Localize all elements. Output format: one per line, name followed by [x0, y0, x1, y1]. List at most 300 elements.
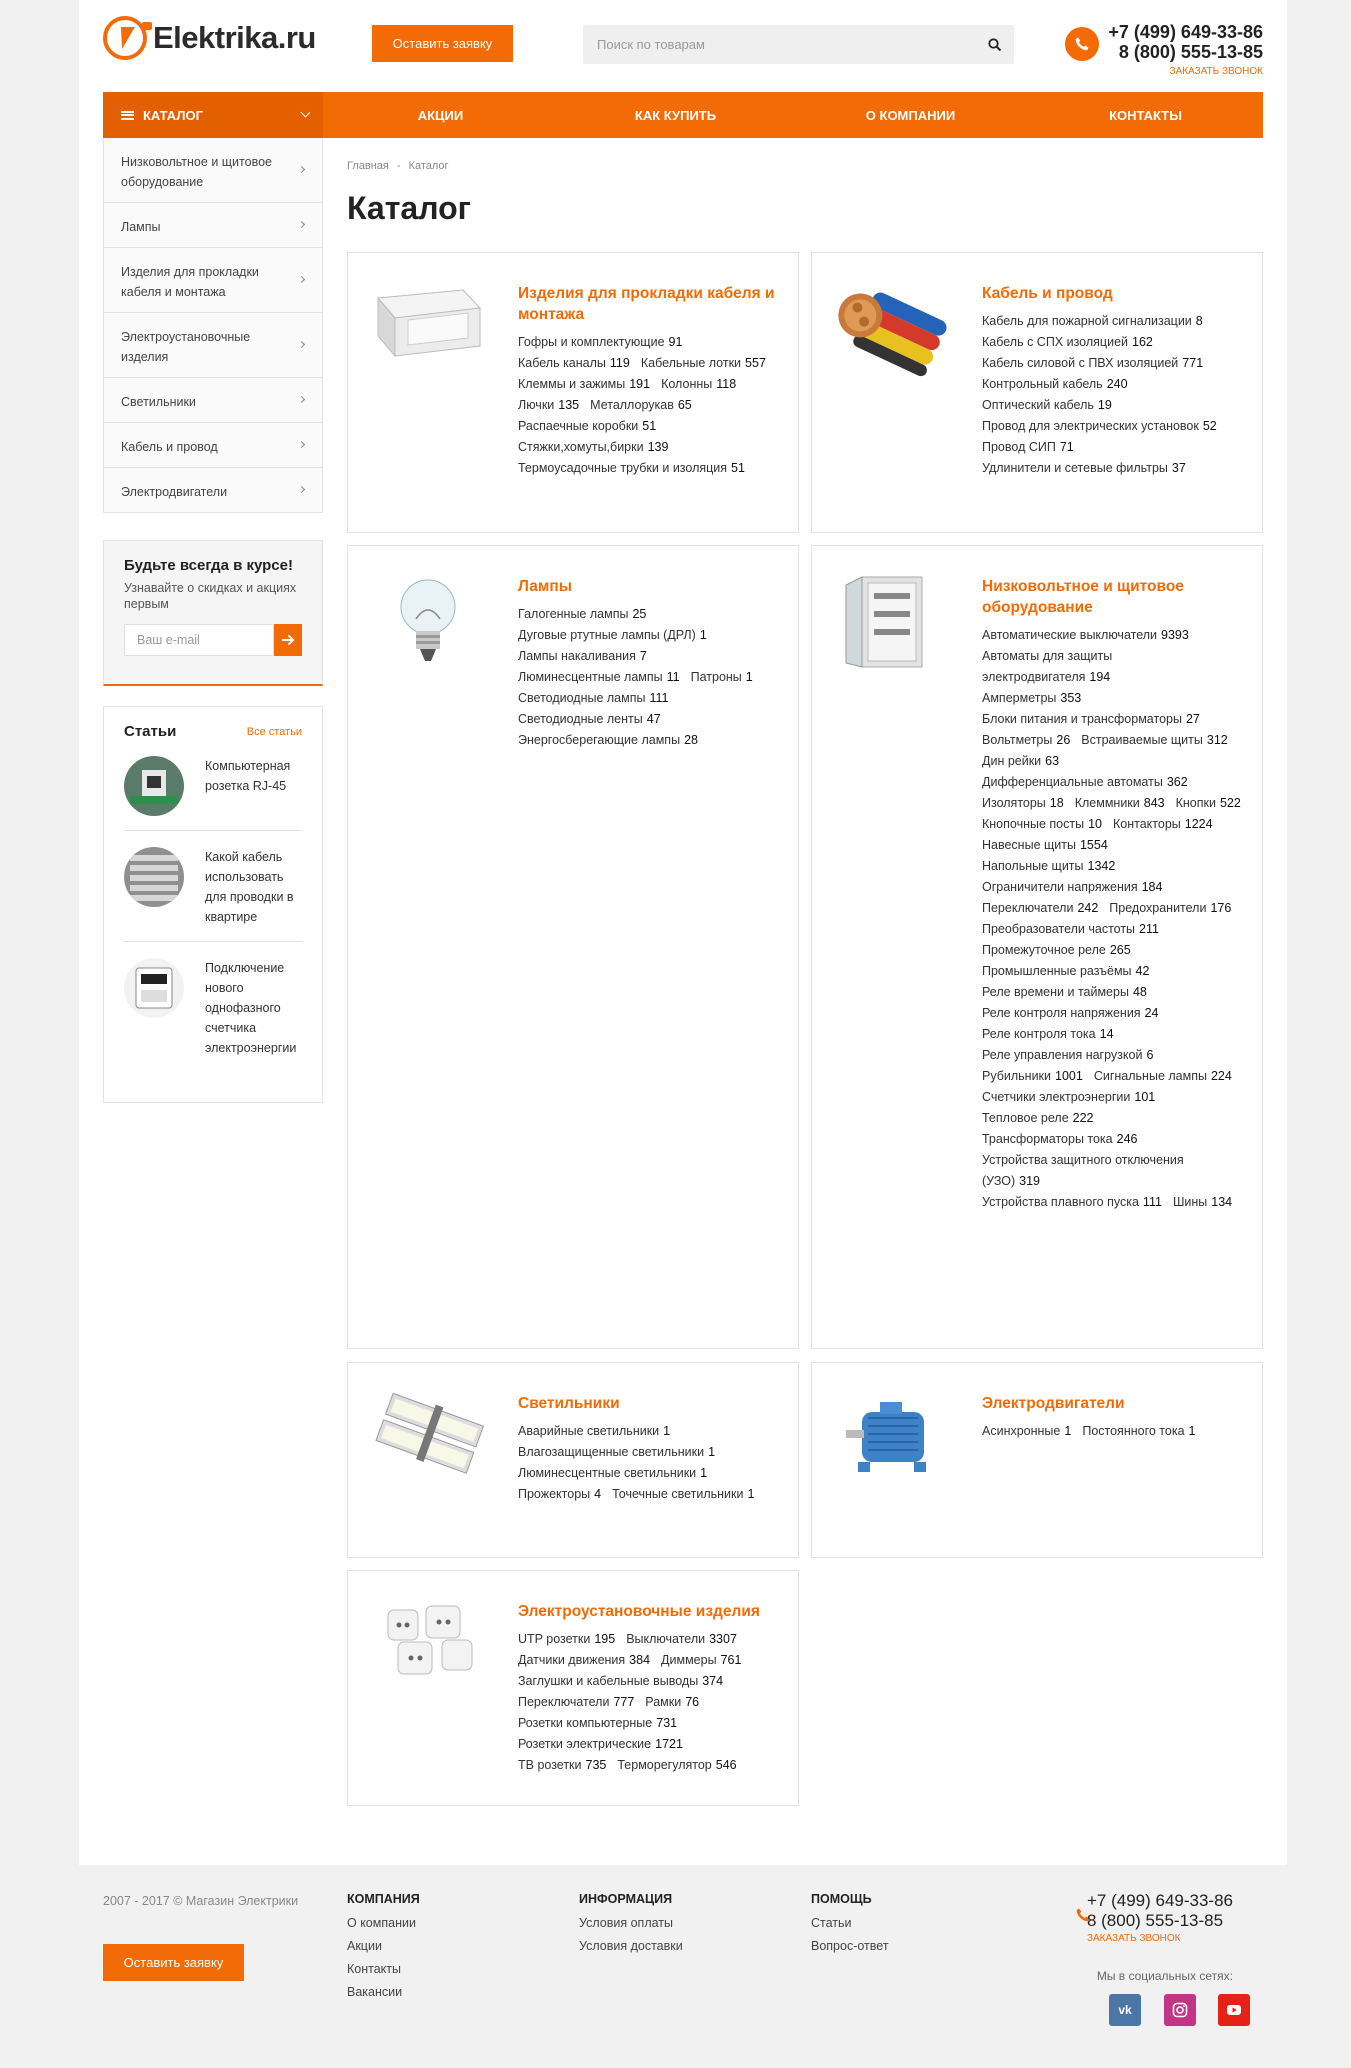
subcategory-name: Дуговые ртутные лампы (ДРЛ)	[518, 628, 696, 642]
category-title[interactable]: Кабель и провод	[982, 285, 1113, 302]
phone-number-1[interactable]: +7 (499) 649-33-86	[1108, 22, 1263, 42]
subcategory-count: 26	[1056, 733, 1071, 747]
subcategory-count: 761	[720, 1653, 742, 1667]
subcategory-name: Гофры и комплектующие	[518, 335, 665, 349]
articles-header	[124, 723, 302, 740]
subcategory-count: 76	[685, 1695, 700, 1709]
subcategory-name: Реле времени и таймеры	[982, 985, 1129, 999]
subcategory-count: 52	[1202, 419, 1217, 433]
subcategory-link[interactable]	[982, 458, 1186, 479]
subcategory-link[interactable]	[518, 1421, 670, 1442]
electrical-cabinet-image	[832, 571, 952, 671]
subcategory-link[interactable]	[1113, 814, 1213, 835]
footer	[103, 1878, 1263, 2058]
subcategory-link[interactable]	[982, 625, 1189, 646]
subcategory-list	[518, 332, 788, 479]
electric-motor-image	[832, 1388, 952, 1488]
subcategory-count: 184	[1141, 880, 1163, 894]
subcategory-link[interactable]	[617, 1755, 736, 1776]
subcategory-name: Люминесцентные светильники	[518, 1466, 697, 1480]
subcategory-count: 101	[1134, 1090, 1156, 1104]
subcategory-link[interactable]	[982, 332, 1153, 353]
subcategory-count: 162	[1132, 335, 1153, 349]
callback-link[interactable]: ЗАКАЗАТЬ ЗВОНОК	[1169, 66, 1263, 77]
footer-link-vacancies[interactable]: Вакансии	[347, 1985, 403, 1999]
footer-column-title: ИНФОРМАЦИЯ	[579, 1892, 673, 1906]
footer-link-delivery[interactable]: Условия доставки	[579, 1939, 683, 1953]
footer-link-payment[interactable]: Условия оплаты	[579, 1916, 674, 1930]
subcategory-count: 51	[642, 419, 657, 433]
subcategory-link[interactable]	[982, 898, 1098, 919]
subcategory-name: Трансформаторы тока	[982, 1132, 1113, 1146]
subcategory-name: Тепловое реле	[982, 1111, 1069, 1125]
subcategory-count: 51	[731, 461, 745, 475]
footer-link-articles[interactable]: Статьи	[811, 1916, 852, 1930]
subcategory-name: Напольные щиты	[982, 859, 1084, 873]
instagram-icon[interactable]	[1164, 1994, 1196, 2026]
breadcrumb-current: Каталог	[408, 160, 449, 172]
social-label: Мы в социальных сетях:	[1096, 1969, 1233, 1983]
subcategory-name: Счетчики электроэнергии	[982, 1090, 1131, 1104]
footer-contacts	[1087, 1891, 1233, 1944]
subcategory-link[interactable]	[518, 1484, 601, 1505]
subcategory-link[interactable]	[982, 877, 1162, 898]
subcategory-link[interactable]	[982, 1003, 1158, 1024]
subcategory-count: 111	[1142, 1195, 1162, 1209]
subscribe-box	[103, 540, 323, 686]
lightning-logo-icon	[103, 16, 147, 60]
subcategory-count: 777	[613, 1695, 635, 1709]
subcategory-link[interactable]	[1176, 793, 1241, 814]
article-title: Какой кабель использовать для проводки в квартире	[205, 850, 294, 924]
subcategory-link[interactable]	[1094, 1066, 1232, 1087]
subcategory-list	[982, 625, 1252, 1213]
subcategory-name: Изоляторы	[982, 796, 1046, 810]
copyright: 2007 - 2017 © Магазин Электрики	[103, 1894, 299, 1908]
sidebar-item-label: Низковольтное и щитовое оборудование	[121, 155, 272, 189]
subcategory-name: Провод для электрических установок	[982, 419, 1199, 433]
footer-link-faq[interactable]: Вопрос-ответ	[811, 1939, 889, 1953]
subcategory-count: 771	[1182, 356, 1204, 370]
footer-column-title: КОМПАНИЯ	[347, 1892, 420, 1906]
subcategory-name: Дин рейки	[982, 754, 1042, 768]
all-articles-link[interactable]: Все статьи	[246, 725, 302, 738]
sidebar-item-lamps[interactable]	[104, 203, 322, 248]
subcategory-name: Реле контроля тока	[982, 1027, 1096, 1041]
subcategory-link[interactable]	[518, 667, 680, 688]
subcategory-count: 353	[1060, 691, 1082, 705]
subcategory-link[interactable]	[982, 982, 1147, 1003]
subcategory-link[interactable]	[982, 1421, 1071, 1442]
light-bulb-image	[368, 571, 488, 671]
page-inner	[103, 0, 1263, 1865]
subcategory-name: Датчики движения	[518, 1653, 626, 1667]
subcategory-link[interactable]	[982, 1192, 1162, 1213]
subcategory-name: Кабель для пожарной сигнализации	[982, 314, 1192, 328]
subcategory-link[interactable]	[1075, 793, 1165, 814]
request-button[interactable]: Оставить заявку	[372, 25, 513, 62]
subcategory-link[interactable]	[518, 1629, 615, 1650]
subcategory-name: Промышленные разъёмы	[982, 964, 1132, 978]
subcategory-link[interactable]	[518, 374, 650, 395]
catalog-menu-button[interactable]	[103, 92, 323, 138]
subcategory-link[interactable]	[982, 1108, 1094, 1129]
category-title[interactable]: Светильники	[518, 1395, 620, 1412]
subcategory-count: 224	[1210, 1069, 1232, 1083]
subcategory-name: Светодиодные лампы	[518, 691, 646, 705]
subcategory-link[interactable]	[518, 709, 661, 730]
subcategory-name: Оптический кабель	[982, 398, 1094, 412]
subcategory-name: Терморегулятор	[617, 1758, 712, 1772]
sidebar-item-label: Изделия для прокладки кабеля и монтажа	[121, 265, 259, 299]
articles-box	[103, 706, 323, 1103]
subcategory-count: 522	[1219, 796, 1241, 810]
subcategory-count: 312	[1206, 733, 1228, 747]
subcategory-name: Удлинители и сетевые фильтры	[982, 461, 1168, 475]
nav-item-promotions[interactable]: АКЦИИ	[417, 107, 464, 123]
subcategory-count: 19	[1097, 398, 1112, 412]
subcategory-count: 8	[1195, 314, 1203, 328]
chevron-right-icon	[298, 276, 305, 283]
subcategory-link[interactable]	[518, 646, 647, 667]
subcategory-name: Устройства защитного отключения (УЗО)	[982, 1153, 1184, 1188]
category-card-cable-wire	[811, 252, 1263, 533]
subcategory-link[interactable]	[1082, 1421, 1195, 1442]
subcategory-count: 1554	[1079, 838, 1108, 852]
subcategory-link[interactable]	[982, 437, 1074, 458]
header-contacts	[1108, 22, 1263, 77]
subcategory-link[interactable]	[982, 374, 1128, 395]
footer-column-info	[579, 1892, 683, 1958]
sidebar-catalog-menu	[103, 138, 323, 513]
chevron-right-icon	[298, 396, 305, 403]
subcategory-link[interactable]	[518, 458, 745, 479]
subcategory-count: 1	[745, 670, 753, 684]
category-title[interactable]: Лампы	[518, 578, 572, 595]
card-body	[982, 283, 1252, 479]
subcategory-name: Предохранители	[1109, 901, 1207, 915]
subcategory-link[interactable]	[518, 1650, 650, 1671]
subcategory-name: Вольтметры	[982, 733, 1053, 747]
subcategory-list	[518, 604, 788, 751]
sidebar-item-wiring-devices[interactable]	[104, 313, 322, 378]
subcategory-count: 176	[1210, 901, 1232, 915]
chevron-right-icon	[298, 221, 305, 228]
sidebar-item-low-voltage[interactable]	[104, 138, 322, 203]
subcategory-link[interactable]	[982, 1129, 1138, 1150]
card-body	[518, 283, 788, 479]
subcategory-count: 91	[668, 335, 683, 349]
subcategory-name: Колонны	[661, 377, 713, 391]
subcategory-name: Кабель каналы	[518, 356, 606, 370]
subcategory-name: Аварийные светильники	[518, 1424, 660, 1438]
subcategory-link[interactable]	[626, 1629, 737, 1650]
subcategory-link[interactable]	[982, 940, 1131, 961]
subcategory-link[interactable]	[641, 353, 766, 374]
nav-item-about[interactable]: О КОМПАНИИ	[865, 107, 956, 123]
subcategory-link[interactable]	[518, 1734, 683, 1755]
chevron-down-icon	[301, 108, 311, 118]
sidebar-item-motors[interactable]	[104, 468, 322, 512]
sidebar-item-cable-wire[interactable]	[104, 423, 322, 468]
subcategory-link[interactable]	[982, 353, 1203, 374]
subcategory-link[interactable]	[518, 437, 668, 458]
search-icon[interactable]	[976, 25, 1014, 64]
subcategory-name: Постоянного тока	[1082, 1424, 1185, 1438]
subscribe-submit-button[interactable]	[274, 624, 302, 656]
subcategory-link[interactable]	[982, 772, 1188, 793]
article-item[interactable]	[124, 831, 302, 942]
burger-icon	[121, 111, 134, 120]
subcategory-count: 139	[647, 440, 669, 454]
footer-phone-2[interactable]: 8 (800) 555-13-85	[1086, 1911, 1224, 1930]
subcategory-name: Заглушки и кабельные выводы	[518, 1674, 699, 1688]
subcategory-name: Контакторы	[1113, 817, 1181, 831]
subcategory-link[interactable]	[982, 835, 1108, 856]
subcategory-count: 319	[1019, 1174, 1040, 1188]
article-item[interactable]	[124, 740, 302, 831]
subcategory-count: 384	[629, 1653, 651, 1667]
subcategory-count: 1	[700, 1466, 708, 1480]
footer-link-about[interactable]: О компании	[347, 1916, 416, 1930]
subcategory-link[interactable]	[982, 961, 1149, 982]
subcategory-count: 1	[1064, 1424, 1072, 1438]
category-card-cable-laying	[347, 252, 799, 533]
subcategory-link[interactable]	[661, 1650, 741, 1671]
nav-item-contacts[interactable]: КОНТАКТЫ	[1109, 107, 1182, 123]
subcategory-name: Галогенные лампы	[518, 607, 629, 621]
subcategory-name: Контрольный кабель	[982, 377, 1103, 391]
chevron-right-icon	[298, 166, 305, 173]
subcategory-link[interactable]	[612, 1484, 754, 1505]
footer-link-contacts[interactable]: Контакты	[347, 1962, 401, 1976]
subcategory-link[interactable]	[982, 1045, 1153, 1066]
subcategory-list	[982, 311, 1252, 479]
subcategory-name: Промежуточное реле	[982, 943, 1106, 957]
youtube-icon[interactable]	[1218, 1994, 1250, 2026]
breadcrumb	[347, 160, 449, 172]
subcategory-count: 557	[745, 356, 766, 370]
subcategory-name: Точечные светильники	[612, 1487, 744, 1501]
subcategory-link[interactable]	[982, 730, 1070, 751]
subcategory-name: Клеммники	[1074, 796, 1140, 810]
subcategory-count: 24	[1144, 1006, 1159, 1020]
subcategory-link[interactable]	[518, 1442, 715, 1463]
subcategory-link[interactable]	[982, 1066, 1083, 1087]
catalog-label: КАТАЛОГ	[143, 107, 203, 123]
subscribe-form	[124, 624, 302, 656]
article-item[interactable]	[124, 942, 302, 1072]
cable-wire-image	[832, 278, 952, 378]
subcategory-name: Металлорукав	[590, 398, 674, 412]
footer-column-company	[347, 1892, 420, 2004]
subcategory-list	[518, 1421, 788, 1505]
subcategory-count: 546	[715, 1758, 737, 1772]
logo[interactable]	[103, 16, 316, 60]
subcategory-link[interactable]	[982, 646, 1241, 688]
subcategory-name: Патроны	[690, 670, 742, 684]
subscribe-title: Будьте всегда в курсе!	[124, 557, 293, 574]
subcategory-link[interactable]	[590, 395, 692, 416]
sidebar-item-label: Кабель и провод	[121, 440, 218, 454]
subcategory-name: Блоки питания и трансформаторы	[982, 712, 1182, 726]
category-title[interactable]: Изделия для прокладки кабеля и монтажа	[518, 285, 775, 323]
subcategory-name: Люминесцентные лампы	[518, 670, 663, 684]
subcategory-link[interactable]	[691, 667, 753, 688]
sidebar-item-label: Лампы	[121, 220, 161, 234]
subcategory-count: 18	[1049, 796, 1064, 810]
subcategory-link[interactable]	[982, 856, 1115, 877]
category-title[interactable]: Электродвигатели	[982, 1395, 1125, 1412]
category-title[interactable]: Низковольтное и щитовое оборудование	[982, 578, 1184, 616]
subcategory-count: 47	[646, 712, 661, 726]
subcategory-link[interactable]	[518, 416, 656, 437]
subcategory-name: Амперметры	[982, 691, 1057, 705]
subcategory-count: 25	[632, 607, 647, 621]
category-title[interactable]: Электроустановочные изделия	[518, 1603, 760, 1620]
sockets-image	[368, 1596, 488, 1696]
subcategory-link[interactable]	[661, 374, 736, 395]
subcategory-name: Энергосберегающие лампы	[518, 733, 681, 747]
subcategory-link[interactable]	[518, 1671, 723, 1692]
subcategory-name: Переключатели	[518, 1695, 610, 1709]
subcategory-link[interactable]	[518, 1692, 634, 1713]
subcategory-count: 10	[1088, 817, 1102, 831]
vk-icon[interactable]: vk	[1109, 1994, 1141, 2026]
subcategory-link[interactable]	[518, 353, 630, 374]
subcategory-link[interactable]	[518, 395, 579, 416]
category-card-lamps	[347, 545, 799, 1349]
subcategory-link[interactable]	[982, 1087, 1155, 1108]
subcategory-link[interactable]	[518, 604, 646, 625]
search-bar	[583, 25, 1014, 64]
subcategory-count: 7	[639, 649, 647, 663]
category-card-motors	[811, 1362, 1263, 1558]
sidebar-item-label: Светильники	[121, 395, 196, 409]
subcategory-link[interactable]	[982, 751, 1059, 772]
subcategory-name: Стяжки,хомуты,бирки	[518, 440, 644, 454]
subcategory-link[interactable]	[1109, 898, 1231, 919]
subcategory-link[interactable]	[518, 332, 682, 353]
subcategory-link[interactable]	[1173, 1192, 1232, 1213]
subcategory-link[interactable]	[518, 625, 707, 646]
category-card-luminaires	[347, 1362, 799, 1558]
subcategory-link[interactable]	[982, 688, 1081, 709]
breadcrumb-home[interactable]: Главная	[347, 160, 389, 172]
subcategory-count: 71	[1059, 440, 1074, 454]
subcategory-count: 118	[716, 377, 737, 391]
subcategory-count: 222	[1072, 1111, 1094, 1125]
subcategory-count: 119	[609, 356, 630, 370]
cable-channel-image	[368, 278, 488, 378]
footer-link-promotions[interactable]: Акции	[347, 1939, 382, 1953]
subcategory-link[interactable]	[645, 1692, 699, 1713]
subcategory-name: Лампы накаливания	[518, 649, 636, 663]
page-container	[79, 0, 1287, 1865]
subcategory-name: Рамки	[645, 1695, 682, 1709]
sidebar-item-luminaires[interactable]	[104, 378, 322, 423]
subcategory-link[interactable]	[518, 688, 669, 709]
footer-callback-link[interactable]: ЗАКАЗАТЬ ЗВОНОК	[1086, 1933, 1181, 1944]
footer-phone-1[interactable]: +7 (499) 649-33-86	[1086, 1891, 1233, 1910]
subcategory-count: 240	[1106, 377, 1128, 391]
subcategory-link[interactable]	[518, 1463, 707, 1484]
subcategory-name: Кабельные лотки	[640, 356, 742, 370]
subcategory-count: 9393	[1161, 628, 1189, 642]
subcategory-count: 195	[594, 1632, 616, 1646]
subcategory-link[interactable]	[518, 730, 698, 751]
subcategory-link[interactable]	[982, 416, 1217, 437]
chevron-right-icon	[298, 441, 305, 448]
subcategory-link[interactable]	[982, 395, 1112, 416]
subcategory-link[interactable]	[982, 919, 1159, 940]
subcategory-name: Шины	[1172, 1195, 1208, 1209]
subcategory-name: Кнопки	[1175, 796, 1216, 810]
sidebar-item-label: Электроустановочные изделия	[121, 330, 251, 364]
subcategory-name: Кнопочные посты	[982, 817, 1085, 831]
subcategory-list	[518, 1629, 788, 1776]
subcategory-count: 4	[594, 1487, 602, 1501]
subcategory-name: ТВ розетки	[518, 1758, 582, 1772]
subcategory-link[interactable]	[518, 1713, 677, 1734]
subcategory-name: Выключатели	[626, 1632, 706, 1646]
sidebar-item-cable-laying[interactable]	[104, 248, 322, 313]
subcategory-count: 265	[1109, 943, 1131, 957]
card-body	[518, 1601, 788, 1776]
footer-column-title: ПОМОЩЬ	[811, 1892, 872, 1906]
subcategory-link[interactable]	[982, 793, 1064, 814]
subcategory-name: Преобразователи частоты	[982, 922, 1136, 936]
subcategory-link[interactable]	[982, 709, 1200, 730]
subcategory-name: Влагозащищенные светильники	[518, 1445, 705, 1459]
subcategory-name: Прожекторы	[518, 1487, 591, 1501]
subcategory-name: Асинхронные	[982, 1424, 1061, 1438]
main-nav	[103, 92, 1263, 138]
subcategory-count: 242	[1077, 901, 1099, 915]
article-title: Компьютерная розетка RJ-45	[205, 759, 291, 793]
subcategory-link[interactable]	[982, 1150, 1241, 1192]
subcategory-count: 28	[684, 733, 698, 747]
arrow-right-icon	[281, 634, 295, 646]
phone-number-2[interactable]: 8 (800) 555-13-85	[1118, 42, 1263, 62]
subcategory-count: 1721	[655, 1737, 683, 1751]
subcategory-link[interactable]	[1081, 730, 1227, 751]
subcategory-count: 134	[1211, 1195, 1233, 1209]
phone-icon	[1065, 27, 1099, 61]
subcategory-name: Провод СИП	[982, 440, 1056, 454]
subcategory-link[interactable]	[518, 1755, 606, 1776]
subcategory-link[interactable]	[982, 814, 1102, 835]
subcategory-name: Розетки компьютерные	[518, 1716, 653, 1730]
subcategory-name: Переключатели	[982, 901, 1074, 915]
footer-request-button[interactable]: Оставить заявку	[103, 1944, 244, 1981]
subcategory-name: Светодиодные ленты	[518, 712, 643, 726]
subcategory-list	[982, 1421, 1252, 1442]
subcategory-link[interactable]	[982, 1024, 1114, 1045]
nav-item-how-to-buy[interactable]: КАК КУПИТЬ	[634, 107, 717, 123]
category-card-low-voltage	[811, 545, 1263, 1349]
chevron-right-icon	[298, 341, 305, 348]
subcategory-link[interactable]	[982, 311, 1203, 332]
category-card-wiring-devices	[347, 1570, 799, 1806]
footer-column-help	[811, 1892, 889, 1958]
subcategory-count: 6	[1146, 1048, 1154, 1062]
search-input[interactable]	[583, 25, 976, 64]
subcategory-name: Навесные щиты	[982, 838, 1076, 852]
subcategory-count: 374	[702, 1674, 724, 1688]
subcategory-name: Диммеры	[661, 1653, 717, 1667]
email-field[interactable]	[124, 624, 274, 656]
